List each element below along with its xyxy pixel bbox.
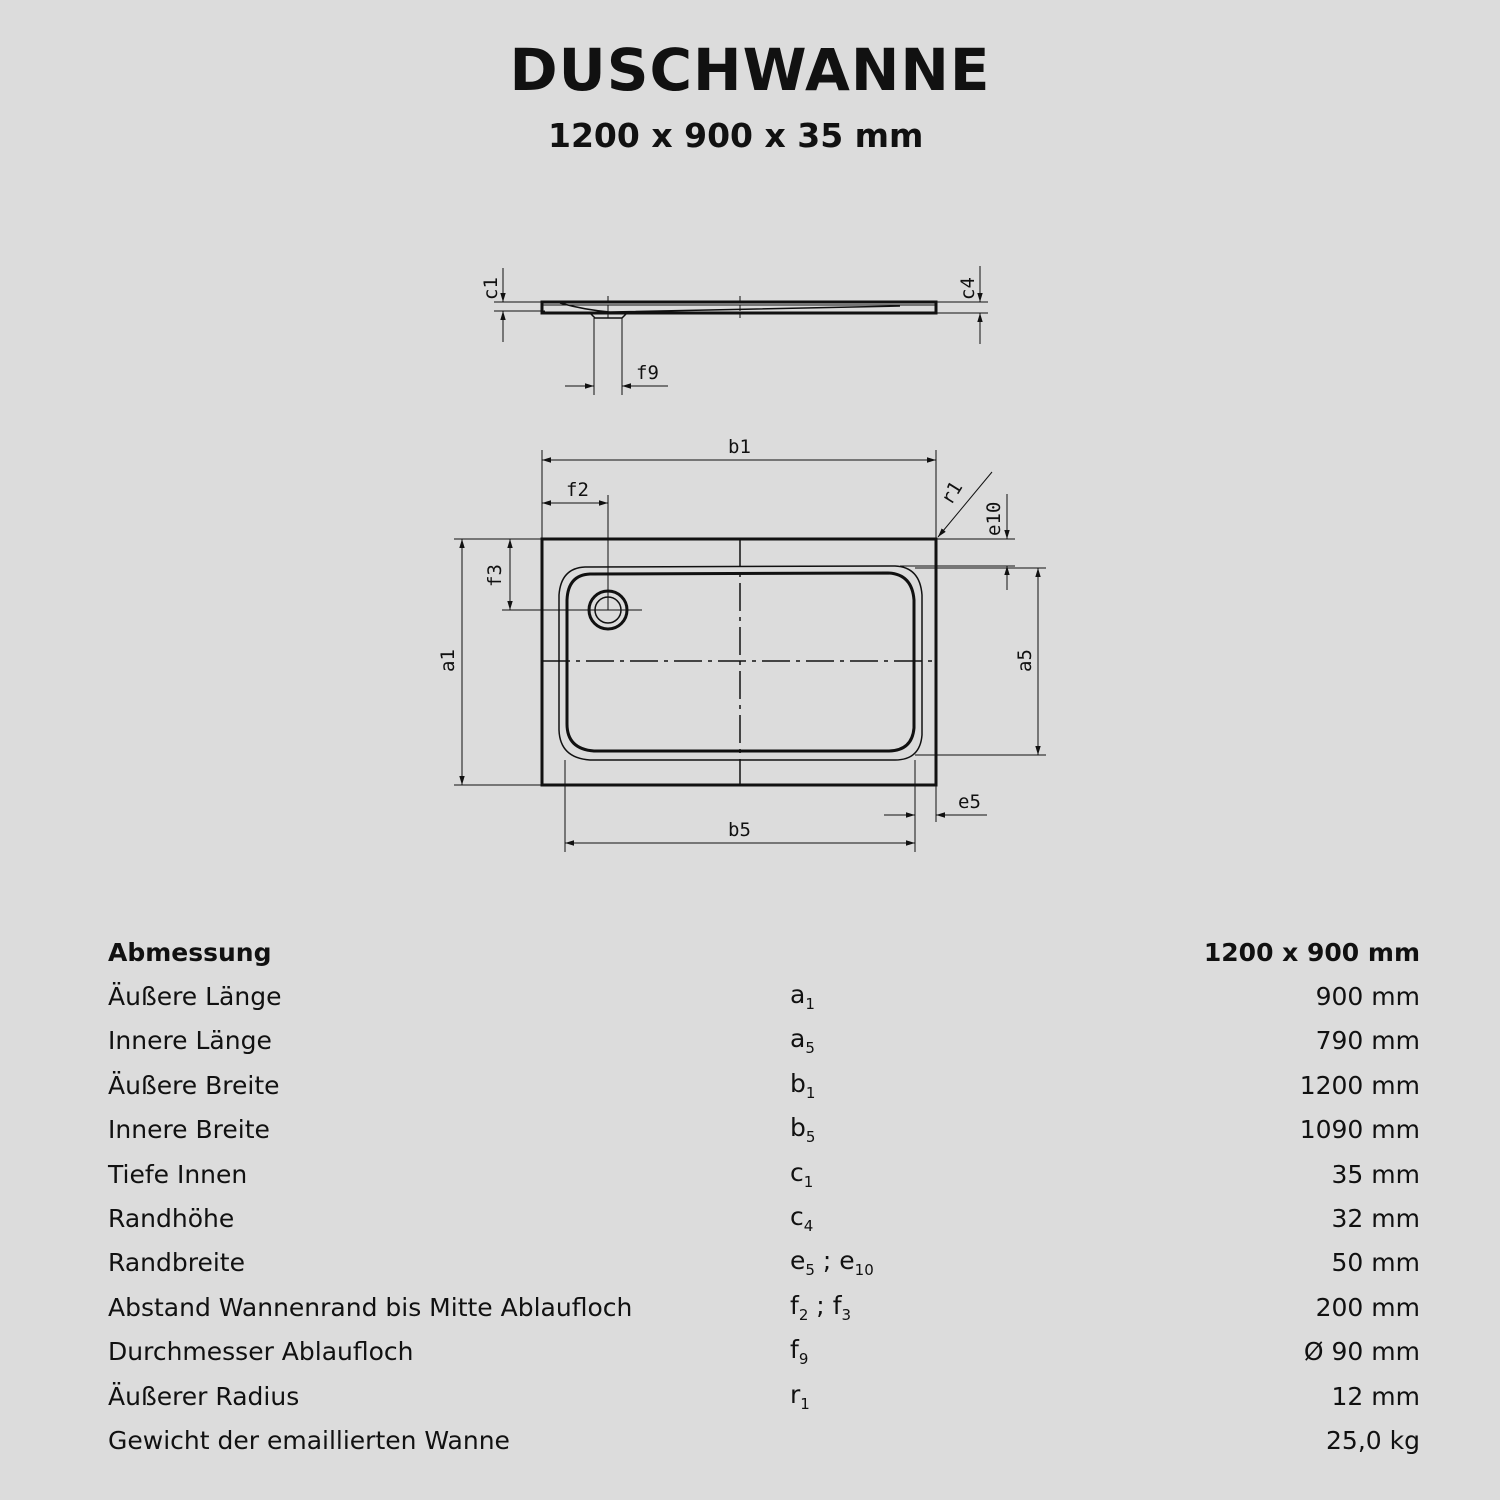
label-c4: c4 bbox=[957, 277, 979, 300]
symbol-subscript: 3 bbox=[841, 1305, 852, 1324]
row-symbol bbox=[790, 1108, 1090, 1152]
row-symbol bbox=[790, 1196, 1090, 1240]
symbol-base: b bbox=[790, 1113, 806, 1143]
row-value: 1200 mm bbox=[1299, 1070, 1420, 1100]
symbol-base: c bbox=[790, 1157, 804, 1187]
row-label: Äußere Länge bbox=[108, 982, 282, 1012]
label-f9: f9 bbox=[636, 362, 659, 384]
table-row bbox=[108, 1374, 1420, 1418]
row-value: 25,0 kg bbox=[1326, 1425, 1420, 1455]
label-b1: b1 bbox=[728, 436, 751, 458]
table-row bbox=[108, 1063, 1420, 1107]
row-symbol bbox=[790, 974, 1090, 1018]
label-e10: e10 bbox=[983, 501, 1005, 536]
symbol-subscript: 5 bbox=[805, 1128, 816, 1147]
symbol-base: r bbox=[790, 1379, 801, 1409]
symbol-base: f bbox=[790, 1290, 799, 1320]
row-label: Gewicht der emaillierten Wanne bbox=[108, 1425, 510, 1455]
row-symbol bbox=[790, 1418, 1090, 1462]
row-symbol bbox=[790, 1019, 1090, 1063]
symbol-subscript: 4 bbox=[803, 1217, 814, 1236]
row-value: 900 mm bbox=[1315, 982, 1420, 1012]
symbol-base: f bbox=[790, 1335, 799, 1365]
symbol-subscript: 10 bbox=[854, 1261, 874, 1280]
side-view bbox=[494, 266, 988, 395]
symbol-subscript: 1 bbox=[805, 995, 815, 1014]
row-symbol: $e_5$ ; $e_{10}$ bbox=[790, 1246, 874, 1280]
label-e5: e5 bbox=[958, 791, 981, 813]
table-row bbox=[108, 1108, 1420, 1152]
row-label: Durchmesser Ablaufloch bbox=[108, 1337, 414, 1367]
table-row bbox=[108, 974, 1420, 1018]
table-row bbox=[108, 1196, 1420, 1240]
symbol-base: e bbox=[839, 1246, 855, 1276]
symbol-base: b bbox=[790, 1068, 806, 1098]
label-b5: b5 bbox=[728, 819, 751, 841]
row-label: Abstand Wannenrand bis Mitte Ablaufloch bbox=[108, 1292, 633, 1322]
label-f2: f2 bbox=[566, 479, 589, 501]
table-row bbox=[108, 1019, 1420, 1063]
table-row bbox=[108, 1330, 1420, 1374]
row-value: 790 mm bbox=[1315, 1026, 1420, 1056]
row-symbol bbox=[790, 1152, 1090, 1196]
table-row bbox=[108, 1152, 1420, 1196]
table-header-row bbox=[108, 930, 1420, 974]
header-value: 1200 x 900 mm bbox=[1203, 937, 1420, 967]
symbol-base: e bbox=[790, 1246, 806, 1276]
label-c1: c1 bbox=[480, 277, 502, 300]
symbol-subscript: 1 bbox=[800, 1394, 810, 1413]
row-value: 200 mm bbox=[1315, 1292, 1420, 1322]
side-view-inner-floor bbox=[560, 303, 900, 312]
label-a1: a1 bbox=[437, 649, 459, 672]
symbol-subscript: 1 bbox=[805, 1083, 816, 1102]
row-label: Tiefe Innen bbox=[108, 1159, 248, 1189]
row-symbol: $f_2$ ; $f_3$ bbox=[790, 1290, 852, 1324]
row-value: 32 mm bbox=[1331, 1204, 1420, 1234]
row-value: Ø 90 mm bbox=[1303, 1337, 1420, 1367]
row-label: Innere Breite bbox=[108, 1115, 270, 1145]
symbol-subscript: 5 bbox=[805, 1261, 815, 1280]
table-row bbox=[108, 1285, 1420, 1329]
dimension-table bbox=[108, 930, 1420, 1463]
row-value: 35 mm bbox=[1331, 1159, 1420, 1189]
row-symbol bbox=[790, 1374, 1090, 1418]
table-row bbox=[108, 1241, 1420, 1285]
symbol-base: a bbox=[790, 1024, 806, 1054]
symbol-base: a bbox=[790, 980, 806, 1010]
symbol-base: c bbox=[790, 1202, 804, 1232]
row-label: Randhöhe bbox=[108, 1204, 235, 1234]
symbol-subscript: 1 bbox=[803, 1172, 814, 1191]
tub-outer-outline bbox=[542, 539, 936, 785]
row-symbol bbox=[790, 1063, 1090, 1107]
page-subtitle: 1200 x 900 x 35 mm bbox=[548, 116, 924, 155]
row-value: 12 mm bbox=[1331, 1381, 1420, 1411]
label-r1: r1 bbox=[936, 477, 968, 509]
symbol-subscript: 5 bbox=[805, 1039, 815, 1058]
label-a5: a5 bbox=[1014, 649, 1036, 672]
symbol-subscript: 2 bbox=[798, 1305, 809, 1324]
row-symbol bbox=[790, 1330, 1090, 1374]
row-label: Innere Länge bbox=[108, 1026, 272, 1056]
label-f3: f3 bbox=[484, 564, 506, 587]
symbol-base: f bbox=[832, 1290, 842, 1320]
page-title: DUSCHWANNE bbox=[509, 36, 991, 104]
row-value: 1090 mm bbox=[1299, 1115, 1420, 1145]
symbol-subscript: 9 bbox=[798, 1350, 809, 1369]
table-row bbox=[108, 1418, 1420, 1462]
row-label: Randbreite bbox=[108, 1248, 245, 1278]
row-label: Äußerer Radius bbox=[108, 1381, 300, 1411]
header-label: Abmessung bbox=[108, 937, 272, 967]
row-label: Äußere Breite bbox=[108, 1070, 280, 1100]
row-value: 50 mm bbox=[1331, 1248, 1420, 1278]
